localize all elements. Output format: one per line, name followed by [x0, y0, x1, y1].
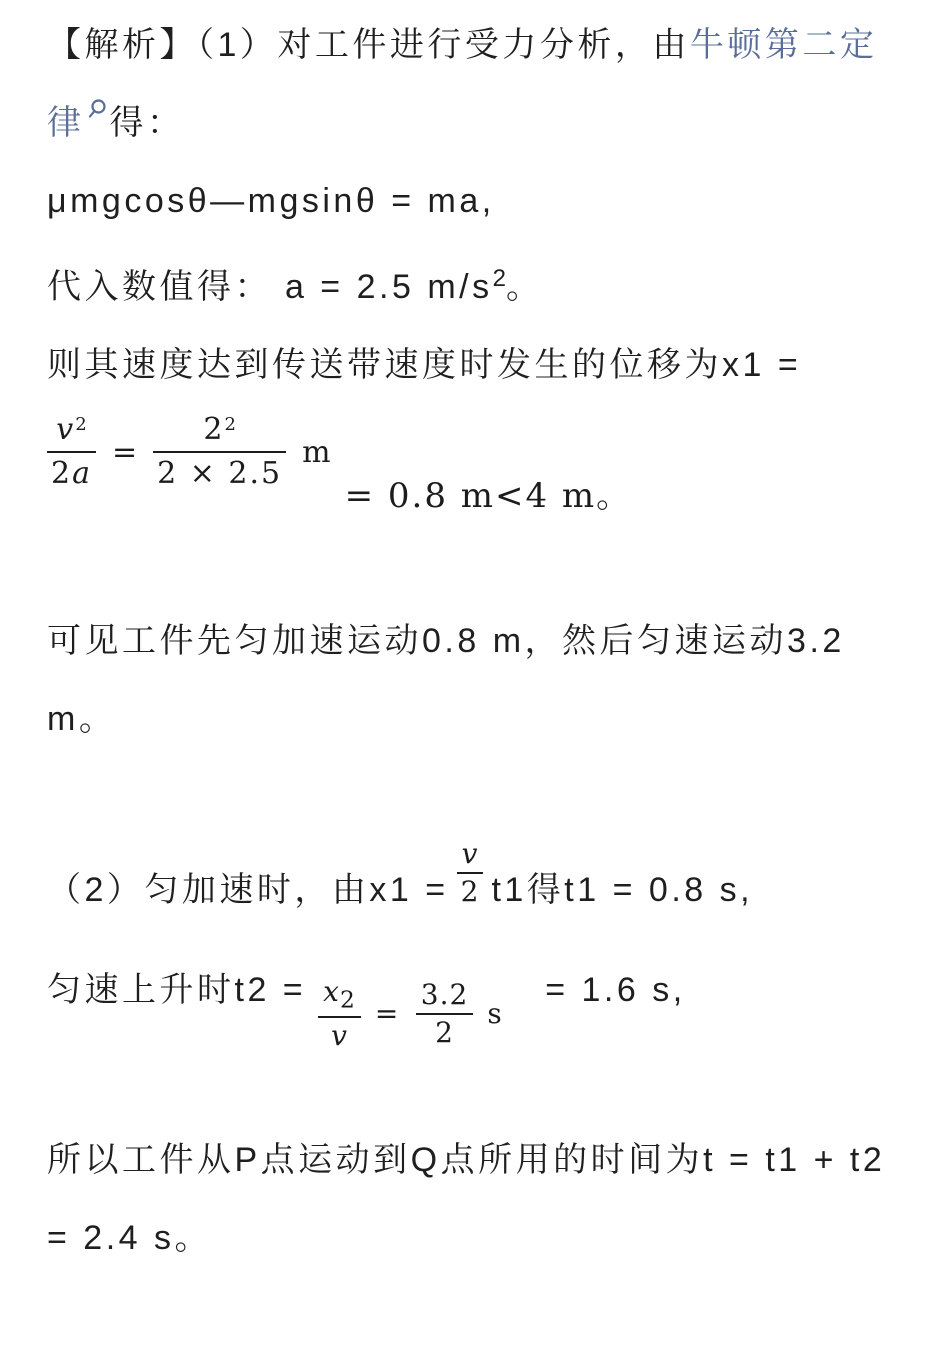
equation-newton: μmgcosθ—mgsinθ = ma, — [47, 182, 495, 220]
total-time-text: 所以工件从P点运动到Q点所用的时间为 — [47, 1140, 704, 1179]
acceleration-period: 。 — [505, 268, 544, 306]
subscript-2: 2 — [339, 985, 356, 1014]
superscript-2: 2 — [492, 265, 506, 292]
num-2: 2 — [203, 412, 225, 447]
exponent-2: 2 — [224, 414, 236, 435]
var-v: v — [457, 838, 484, 874]
var-v: v — [56, 412, 76, 447]
search-icon[interactable] — [86, 98, 108, 120]
den-coeff: 2 — [51, 456, 73, 491]
num-3.2: 3.2 — [416, 979, 474, 1015]
den-2: 2 — [460, 875, 480, 909]
unit-s: s — [487, 996, 506, 1030]
paragraph-t1 — [47, 838, 907, 929]
var-x: x — [323, 975, 340, 1009]
unit-m: m — [302, 434, 331, 470]
equals-sign: = — [374, 996, 402, 1030]
equals-sign: = — [111, 434, 138, 470]
displacement-result-text: = 0.8 m<4 m。 — [344, 476, 633, 516]
fraction-equation-group — [47, 412, 331, 492]
den-2x2.5: 2 × 2.5 — [157, 456, 283, 491]
paragraph-acceleration-result — [47, 240, 907, 326]
solution-document — [47, 6, 907, 1277]
total-time-expression: t = t1 + t2 — [703, 1140, 886, 1179]
paragraph-total-time — [47, 1121, 907, 1277]
paragraph-analysis-intro — [47, 6, 907, 162]
total-time-result: = 2.4 s。 — [47, 1218, 213, 1257]
fraction-3.2-over-2 — [416, 979, 474, 1049]
exponent-2: 2 — [75, 414, 87, 435]
fraction-v2-over-2a — [47, 412, 96, 492]
t2-fraction-expression — [318, 975, 505, 1053]
paragraph-displacement-intro: 则其速度达到传送带速度时发生的位移为x1 = — [47, 346, 802, 384]
paragraph-motion-summary: 可见工件先匀加速运动0.8 m，然后匀速运动3.2 m。 — [47, 622, 845, 738]
t1-prefix-text: （2）匀加速时，由x1 = — [47, 871, 449, 910]
analysis-suffix-text: 得： — [109, 104, 185, 142]
t2-result-text: = 1.6 s, — [545, 971, 686, 1010]
fraction-v-over-2 — [457, 838, 484, 908]
fraction-4-over-5 — [153, 412, 286, 492]
paragraph-t2 — [47, 951, 907, 1053]
fraction-x2-over-v — [318, 976, 361, 1052]
analysis-prefix-text: 【解析】（1）对工件进行受力分析，由 — [47, 26, 690, 64]
den-2: 2 — [435, 1015, 454, 1049]
formula-displacement — [47, 412, 907, 516]
var-a: a — [72, 456, 92, 491]
var-v: v — [331, 1018, 348, 1052]
newton-second-law-link[interactable]: 牛顿第二定律 — [47, 26, 878, 142]
t1-suffix-text: t1得t1 = 0.8 s, — [491, 871, 754, 910]
t2-prefix-text: 匀速上升时t2 = — [47, 971, 307, 1010]
acceleration-text: 代入数值得： a = 2.5 m/s — [47, 268, 493, 306]
